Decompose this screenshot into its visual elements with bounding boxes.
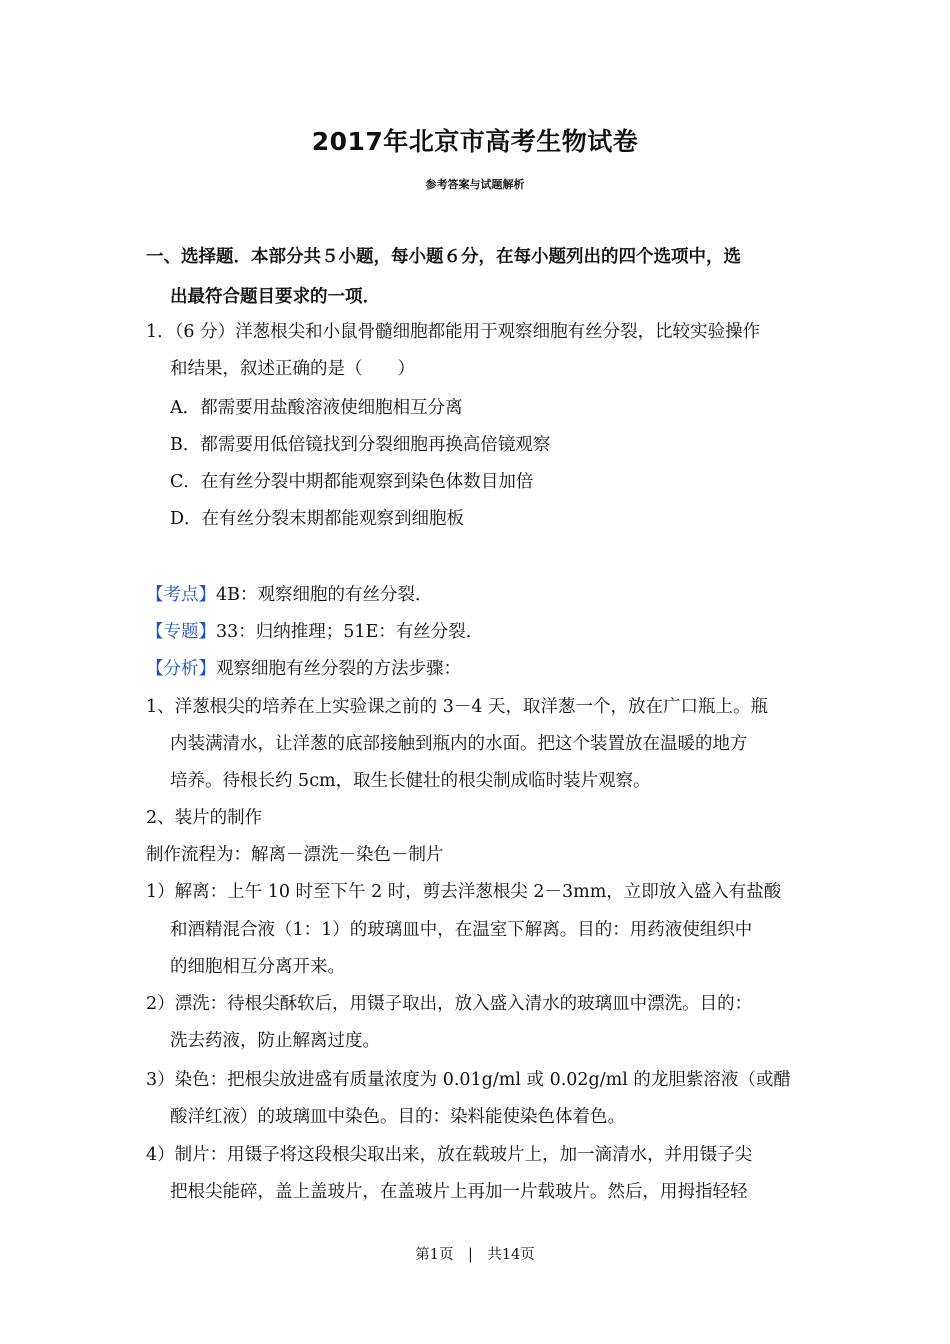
option-c: C．在有丝分裂中期都能观察到染色体数目加倍 <box>170 472 534 492</box>
analysis-line: 3）染色：把根尖放进盛有质量浓度为 0.01g/ml 或 0.02g/ml 的龙胆紫溶液（或醋 <box>146 1070 791 1090</box>
option-d: D．在有丝分裂末期都能观察到细胞板 <box>170 509 465 529</box>
fenxi-text: 观察细胞有丝分裂的方法步骤： <box>216 659 461 679</box>
page-footer: 第1页 | 共14页 <box>415 1247 535 1263</box>
analysis-line: 的细胞相互分离开来。 <box>170 957 345 977</box>
analysis-line: 和酒精混合液（1：1）的玻璃皿中，在温室下解离。目的：用药液使组织中 <box>170 920 753 940</box>
question-stem-line-1: 1．（6 分）洋葱根尖和小鼠骨髓细胞都能用于观察细胞有丝分裂，比较实验操作 <box>146 322 761 342</box>
analysis-line: 4）制片：用镊子将这段根尖取出来，放在载玻片上，加一滴清水，并用镊子尖 <box>146 1145 753 1165</box>
page-title: 2017年北京市高考生物试卷 <box>311 127 639 156</box>
option-a: A．都需要用盐酸溶液使细胞相互分离 <box>170 398 463 418</box>
zhuanti-text: 33：归纳推理；51E：有丝分裂． <box>216 622 484 642</box>
kaodian-row <box>146 583 433 607</box>
analysis-line: 1、洋葱根尖的培养在上实验课之前的 3－4 天，取洋葱一个，放在广口瓶上。瓶 <box>146 697 769 717</box>
kaodian-tag: 【考点】 <box>146 585 216 605</box>
analysis-line: 把根尖能碎，盖上盖玻片，在盖玻片上再加一片载玻片。然后，用拇指轻轻 <box>170 1182 748 1202</box>
page-subtitle: 参考答案与试题解析 <box>425 178 525 191</box>
analysis-line: 2）漂洗：待根尖酥软后，用镊子取出，放入盛入清水的玻璃皿中漂洗。目的： <box>146 994 753 1014</box>
section-heading-line-1: 一、选择题．本部分共５小题，每小题６分，在每小题列出的四个选项中，选 <box>146 247 741 267</box>
option-b: B．都需要用低倍镜找到分裂细胞再换高倍镜观察 <box>170 435 551 455</box>
analysis-line: 培养。待根长约 5cm，取生长健壮的根尖制成临时装片观察。 <box>170 771 651 791</box>
analysis-line: 内装满清水，让洋葱的底部接触到瓶内的水面。把这个装置放在温暖的地方 <box>170 734 748 754</box>
analysis-line: 1）解离：上午 10 时至下午 2 时，剪去洋葱根尖 2－3mm，立即放入盛入有盐酸 <box>146 882 782 902</box>
section-heading-line-2: 出最符合题目要求的一项． <box>170 287 380 307</box>
analysis-line: 制作流程为：解离－漂洗－染色－制片 <box>146 845 444 865</box>
fenxi-row <box>146 657 461 681</box>
zhuanti-tag: 【专题】 <box>146 622 216 642</box>
analysis-line: 2、装片的制作 <box>146 808 263 828</box>
kaodian-text: 4B：观察细胞的有丝分裂． <box>216 585 433 605</box>
fenxi-tag: 【分析】 <box>146 659 216 679</box>
zhuanti-row <box>146 620 483 644</box>
question-stem-line-2: 和结果，叙述正确的是（ ） <box>170 359 415 379</box>
analysis-line: 酸洋红液）的玻璃皿中染色。目的：染料能使染色体着色。 <box>170 1107 625 1127</box>
analysis-line: 洗去药液，防止解离过度。 <box>170 1031 380 1051</box>
